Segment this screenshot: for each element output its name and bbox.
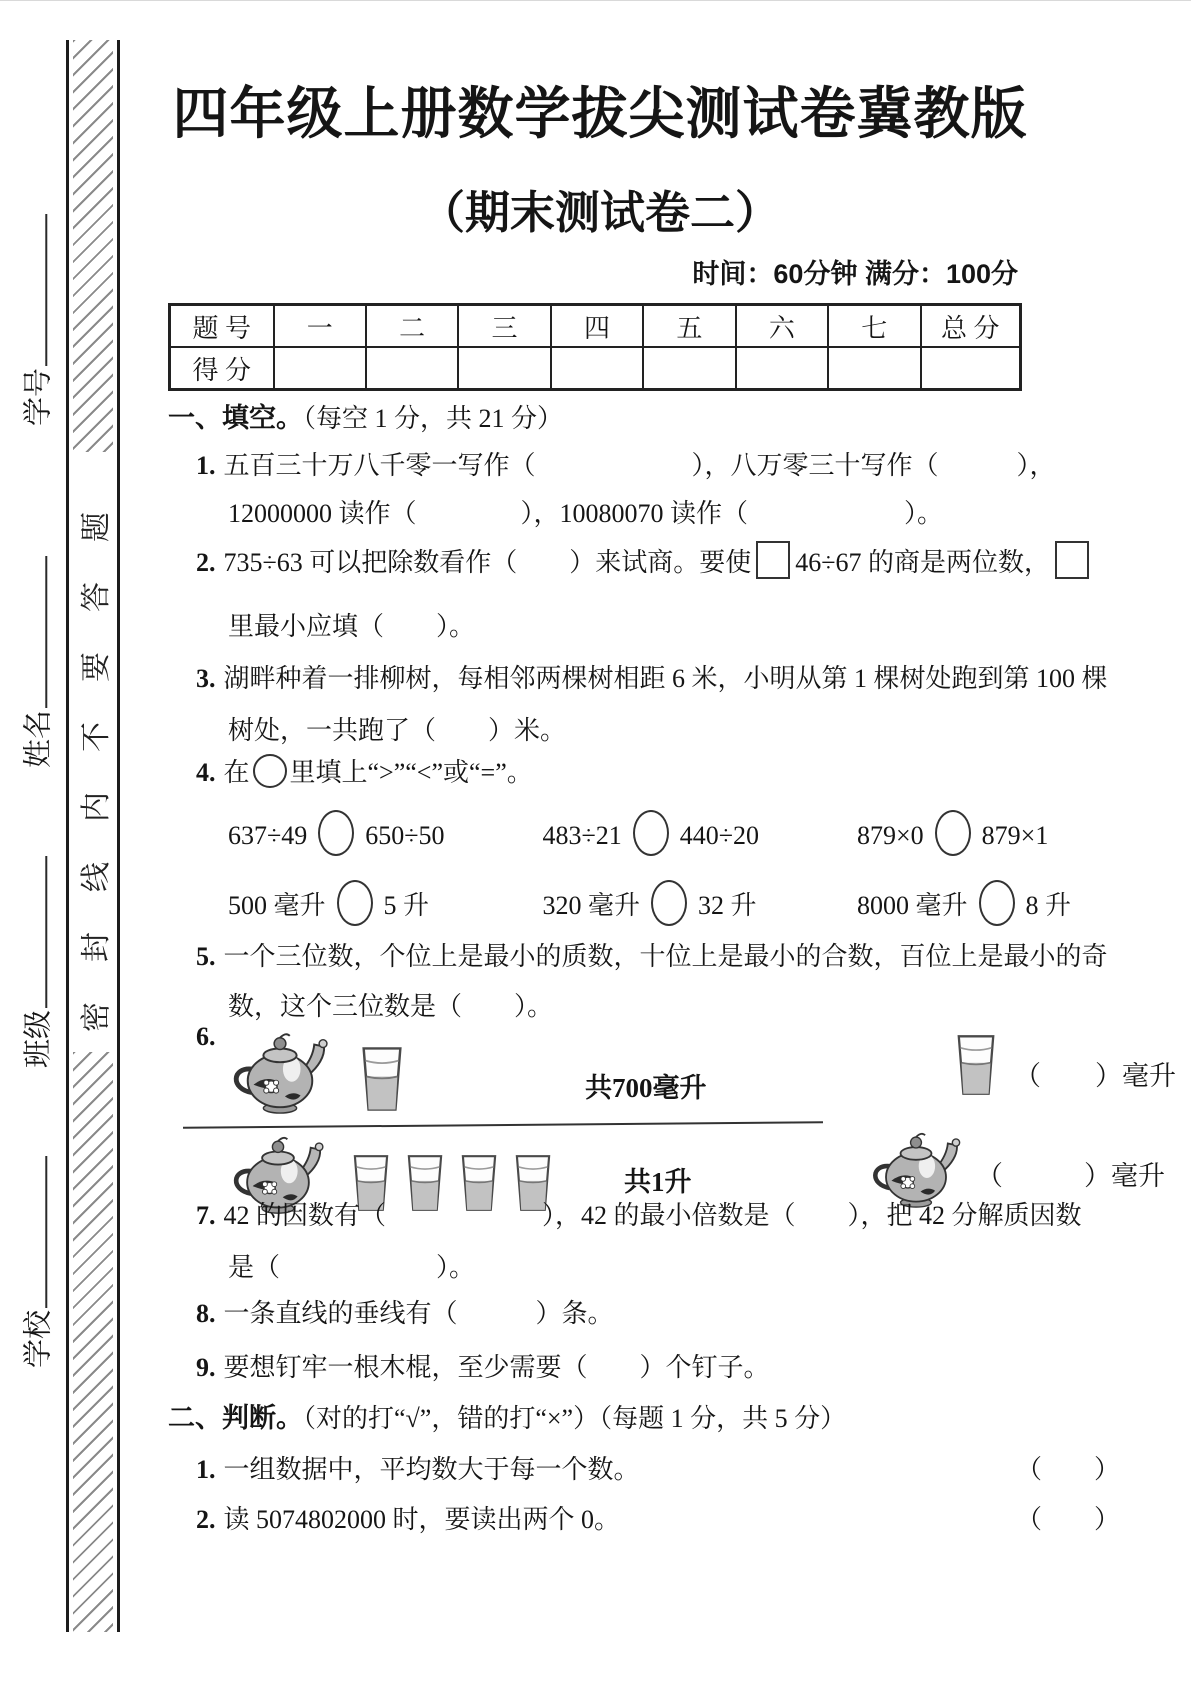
hatch-pattern-top (73, 40, 113, 452)
score-table-score-row (170, 347, 1021, 390)
right-expr: 440÷20 (679, 821, 760, 850)
q2-line2 (0, 607, 1191, 647)
question-number: 6. (196, 1022, 216, 1051)
section-note: （对的打“√”，错的打“×”）（每题 1 分，共 5 分） (303, 1404, 847, 1433)
compare-item (857, 880, 1165, 926)
judge2-line (0, 1500, 1191, 1540)
compare-item (228, 810, 536, 856)
question-number: 1. (196, 1455, 216, 1484)
compare-item (228, 880, 536, 926)
score-table-cell: 五 (643, 305, 735, 348)
seal-line-text: 密封线内不要答题 (80, 472, 113, 1032)
left-expr: 500 毫升 (228, 891, 326, 920)
question-number: 5. (196, 942, 216, 971)
score-table-empty-cell (366, 347, 458, 390)
question-text: 一条直线的垂线有（ ）条。 (223, 1299, 614, 1328)
question-text: 12000000 读作（ ），10080070 读作（ ）。 (228, 499, 944, 528)
compare-item (543, 880, 851, 926)
q1-line1 (0, 446, 1191, 486)
time-score-meta: 时间：60分钟 满分：100分 (692, 259, 1018, 289)
question-text: 里填上“>”“<”或“=”。 (289, 758, 533, 787)
score-table-cell: 七 (828, 305, 920, 348)
judge1-line (0, 1450, 1191, 1490)
question-text: 数，这个三位数是（ ）。 (228, 992, 554, 1021)
q6-rowA-right-glass (952, 1034, 1000, 1096)
score-table-empty-cell (921, 347, 1021, 390)
left-expr: 320 毫升 (542, 891, 641, 920)
question-number: 4. (196, 758, 216, 787)
q3-line1 (0, 659, 1191, 699)
score-table-empty-cell (551, 347, 643, 390)
q6-rowA-total-label: 共700毫升 (585, 1073, 707, 1103)
blank-box (756, 541, 790, 579)
field-label: 班级 (22, 1010, 55, 1069)
blank-box (1055, 541, 1089, 579)
page-subtitle: （期末测试卷二） (419, 187, 780, 238)
score-table-cell: 四 (551, 305, 643, 348)
score-table-cell: 三 (458, 305, 550, 348)
compare-circle (979, 880, 1015, 926)
question-text: 里最小应填（ ）。 (228, 612, 476, 641)
glass-icon (356, 1046, 408, 1112)
score-table (168, 303, 1022, 391)
left-expr: 637÷49 (228, 821, 308, 850)
q6-rowB-total-label: 共1升 (624, 1167, 692, 1197)
page-top-rule (0, 0, 1191, 1)
q9-line (0, 1348, 1191, 1388)
question-number: 2. (196, 548, 216, 577)
answer-parens: （ ） (1016, 1455, 1121, 1484)
section1-heading (0, 398, 1191, 439)
fill-in-line (15, 214, 47, 366)
question-text: 42 的因数有（ ），42 的最小倍数是（ ），把 42 分解质因数 (223, 1201, 1082, 1230)
teapot-icon (226, 1026, 334, 1116)
field-label: 学号 (22, 368, 55, 427)
right-expr: 879×1 (981, 821, 1049, 850)
q6-rowB-blank-label: （ ）毫升 (976, 1161, 1165, 1191)
question-text: 735÷63 可以把除数看作（ ）来试商。要使 (223, 548, 752, 577)
compare-circle (318, 810, 354, 856)
compare-item (857, 810, 1165, 856)
answer-parens: （ ） (1016, 1505, 1121, 1534)
field-label: 姓名 (22, 710, 55, 769)
score-table-empty-cell (643, 347, 735, 390)
q4-intro (0, 753, 1191, 793)
score-table-empty-cell (736, 347, 828, 390)
q8-line (0, 1294, 1191, 1334)
score-table-cell: 总 分 (921, 305, 1021, 348)
score-table-cell: 得 分 (170, 347, 274, 390)
q6-rowA-blank-label: （ ）毫升 (1014, 1061, 1176, 1091)
q7-line1 (0, 1196, 1191, 1236)
left-expr: 879×0 (857, 821, 924, 850)
q6-rowA-left-group (226, 1026, 408, 1116)
q7-line2 (0, 1248, 1191, 1288)
question-text: 五百三十万八千零一写作（ ），八万零三十写作（ ）， (223, 451, 1056, 480)
compare-circle (935, 810, 971, 856)
q6-divider-line (183, 1121, 823, 1129)
right-expr: 5 升 (383, 891, 430, 920)
q4-compare-row-1 (0, 810, 1191, 856)
question-text: 46÷67 的商是两位数， (795, 548, 1051, 577)
left-expr: 8000 毫升 (857, 891, 968, 920)
right-expr: 650÷50 (365, 821, 445, 850)
question-number: 7. (196, 1201, 216, 1230)
score-table-cell: 题 号 (170, 305, 274, 348)
section-note: （每空 1 分，共 21 分） (303, 404, 564, 433)
score-table-cell: 六 (736, 305, 828, 348)
blank-circle (253, 754, 287, 788)
right-expr: 32 升 (698, 891, 757, 920)
q5-line2 (0, 987, 1191, 1027)
left-expr: 483÷21 (542, 821, 622, 850)
question-text: 读 5074802000 时，要读出两个 0。 (223, 1505, 621, 1534)
compare-circle (651, 880, 687, 926)
q6-figure (0, 1022, 1191, 1202)
score-table-cell: 二 (366, 305, 458, 348)
q4-compare-row-2 (0, 880, 1191, 926)
score-table-cell: 一 (274, 305, 366, 348)
question-number: 9. (196, 1353, 216, 1382)
compare-item (543, 810, 851, 856)
glass-icon (952, 1034, 1000, 1096)
score-table-empty-cell (274, 347, 366, 390)
right-expr: 8 升 (1025, 891, 1072, 920)
question-text: 湖畔种着一排柳树，每相邻两棵树相距 6 米，小明从第 1 棵树处跑到第 100 棵 (223, 664, 1108, 693)
question-text: 是（ ）。 (228, 1253, 476, 1282)
question-number: 2. (196, 1505, 216, 1534)
compare-circle (337, 880, 373, 926)
question-number: 1. (196, 451, 216, 480)
page-title: 四年级上册数学拔尖测试卷冀教版 (172, 82, 1028, 145)
question-text: 在 (223, 758, 250, 787)
question-number: 3. (196, 664, 216, 693)
question-text: 要想钉牢一根木棍，至少需要（ ）个钉子。 (223, 1353, 770, 1382)
section-title: 二、判断。 (168, 1403, 303, 1433)
question-text: 一组数据中，平均数大于每一个数。 (223, 1455, 640, 1484)
score-table-empty-cell (458, 347, 550, 390)
q3-line2 (0, 711, 1191, 751)
q1-line2 (0, 494, 1191, 534)
question-text: 树处，一共跑了（ ）米。 (228, 716, 567, 745)
q5-line1 (0, 937, 1191, 977)
question-text: 一个三位数，个位上是最小的质数，十位上是最小的合数，百位上是最小的奇 (223, 942, 1108, 971)
section2-heading (0, 1398, 1191, 1439)
score-table-header-row (170, 305, 1021, 348)
question-number: 8. (196, 1299, 216, 1328)
section-title: 一、填空。 (168, 403, 303, 433)
q2-line1 (0, 541, 1191, 583)
compare-circle (633, 810, 669, 856)
score-table-empty-cell (828, 347, 920, 390)
field-label: 学校 (22, 1310, 55, 1369)
fill-in-line (15, 856, 47, 1008)
